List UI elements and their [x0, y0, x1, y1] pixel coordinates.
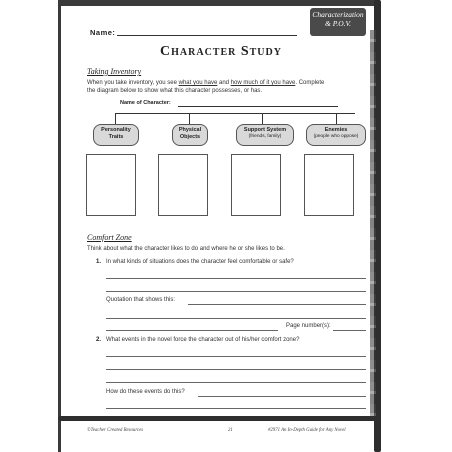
footer-copyright: ©Teacher Created Resources: [87, 428, 144, 433]
question-1-number: 1.: [96, 259, 102, 265]
category-label: Physical: [178, 127, 202, 133]
answer-box-personality[interactable]: [86, 154, 136, 216]
answer-line[interactable]: [106, 318, 366, 319]
inventory-intro-underline2: how much of it you have: [230, 80, 296, 86]
category-physical-objects: [172, 124, 208, 146]
category-label: Personality: [101, 127, 131, 133]
footer-page-number: 21: [228, 428, 233, 433]
category-label: Support System: [243, 127, 287, 133]
inventory-intro-part2: and: [217, 80, 231, 86]
name-of-character-label: Name of Character:: [120, 100, 171, 106]
category-sublabel: (friends, family): [248, 133, 282, 139]
footer-book-title: #2971 An In-Depth Guide for Any Novel: [268, 428, 346, 433]
quotation-label: Quotation that shows this:: [106, 297, 176, 303]
category-sublabel: (people who oppose): [313, 133, 359, 139]
frame-right-texture: [370, 30, 376, 420]
question-2-number: 2.: [96, 337, 102, 343]
answer-line[interactable]: [106, 382, 366, 383]
answer-line[interactable]: [106, 356, 366, 357]
inventory-intro-part1: When you take inventory, you see: [87, 80, 179, 86]
name-field[interactable]: [117, 35, 297, 36]
how-label: How do these events do this?: [106, 389, 185, 395]
answer-line[interactable]: [106, 330, 278, 331]
answer-line[interactable]: [106, 291, 366, 292]
inventory-heading: Taking Inventory: [87, 67, 142, 76]
section-tag: [310, 8, 366, 36]
question-2-text: What events in the novel force the character out of his/her comfort zone?: [106, 337, 300, 343]
answer-box-enemies[interactable]: [304, 154, 354, 216]
frame-left-border: [58, 0, 61, 452]
comfort-heading: Comfort Zone: [87, 233, 132, 242]
inventory-intro: [87, 79, 357, 95]
inventory-intro-line2: the diagram below to show what this character possesses, or has.: [87, 88, 263, 94]
inventory-intro-underline1: what you have: [178, 80, 218, 86]
answer-box-physical[interactable]: [158, 154, 208, 216]
frame-bottom-border: [58, 416, 380, 421]
answer-box-support[interactable]: [231, 154, 281, 216]
category-label: Objects: [179, 133, 201, 140]
category-label: Enemies: [324, 127, 348, 133]
question-1-text: In what kinds of situations does the character feel comfortable or safe?: [106, 259, 294, 265]
category-label: Traits: [108, 133, 124, 140]
comfort-intro: Think about what the character likes to do and where he or she likes to be.: [87, 246, 285, 252]
answer-line[interactable]: [106, 408, 366, 409]
how-field[interactable]: [198, 396, 366, 397]
page-title: Character Study: [160, 44, 282, 59]
quotation-field[interactable]: [188, 304, 366, 305]
category-support-system: [236, 124, 294, 146]
category-enemies: [306, 124, 366, 146]
section-tag-line2: & P.O.V.: [325, 19, 351, 28]
name-label: Name:: [90, 28, 116, 37]
category-personality-traits: [93, 124, 139, 146]
answer-line[interactable]: [106, 369, 366, 370]
section-tag-line1: Characterization: [312, 10, 364, 19]
page-number-field[interactable]: [333, 330, 366, 331]
frame-top-border: [58, 0, 380, 6]
diagram-connector: [115, 113, 355, 114]
name-of-character-field[interactable]: [178, 106, 338, 107]
answer-line[interactable]: [106, 278, 366, 279]
page-number-label: Page number(s):: [286, 323, 331, 329]
inventory-intro-part3: . Complete: [295, 80, 325, 86]
